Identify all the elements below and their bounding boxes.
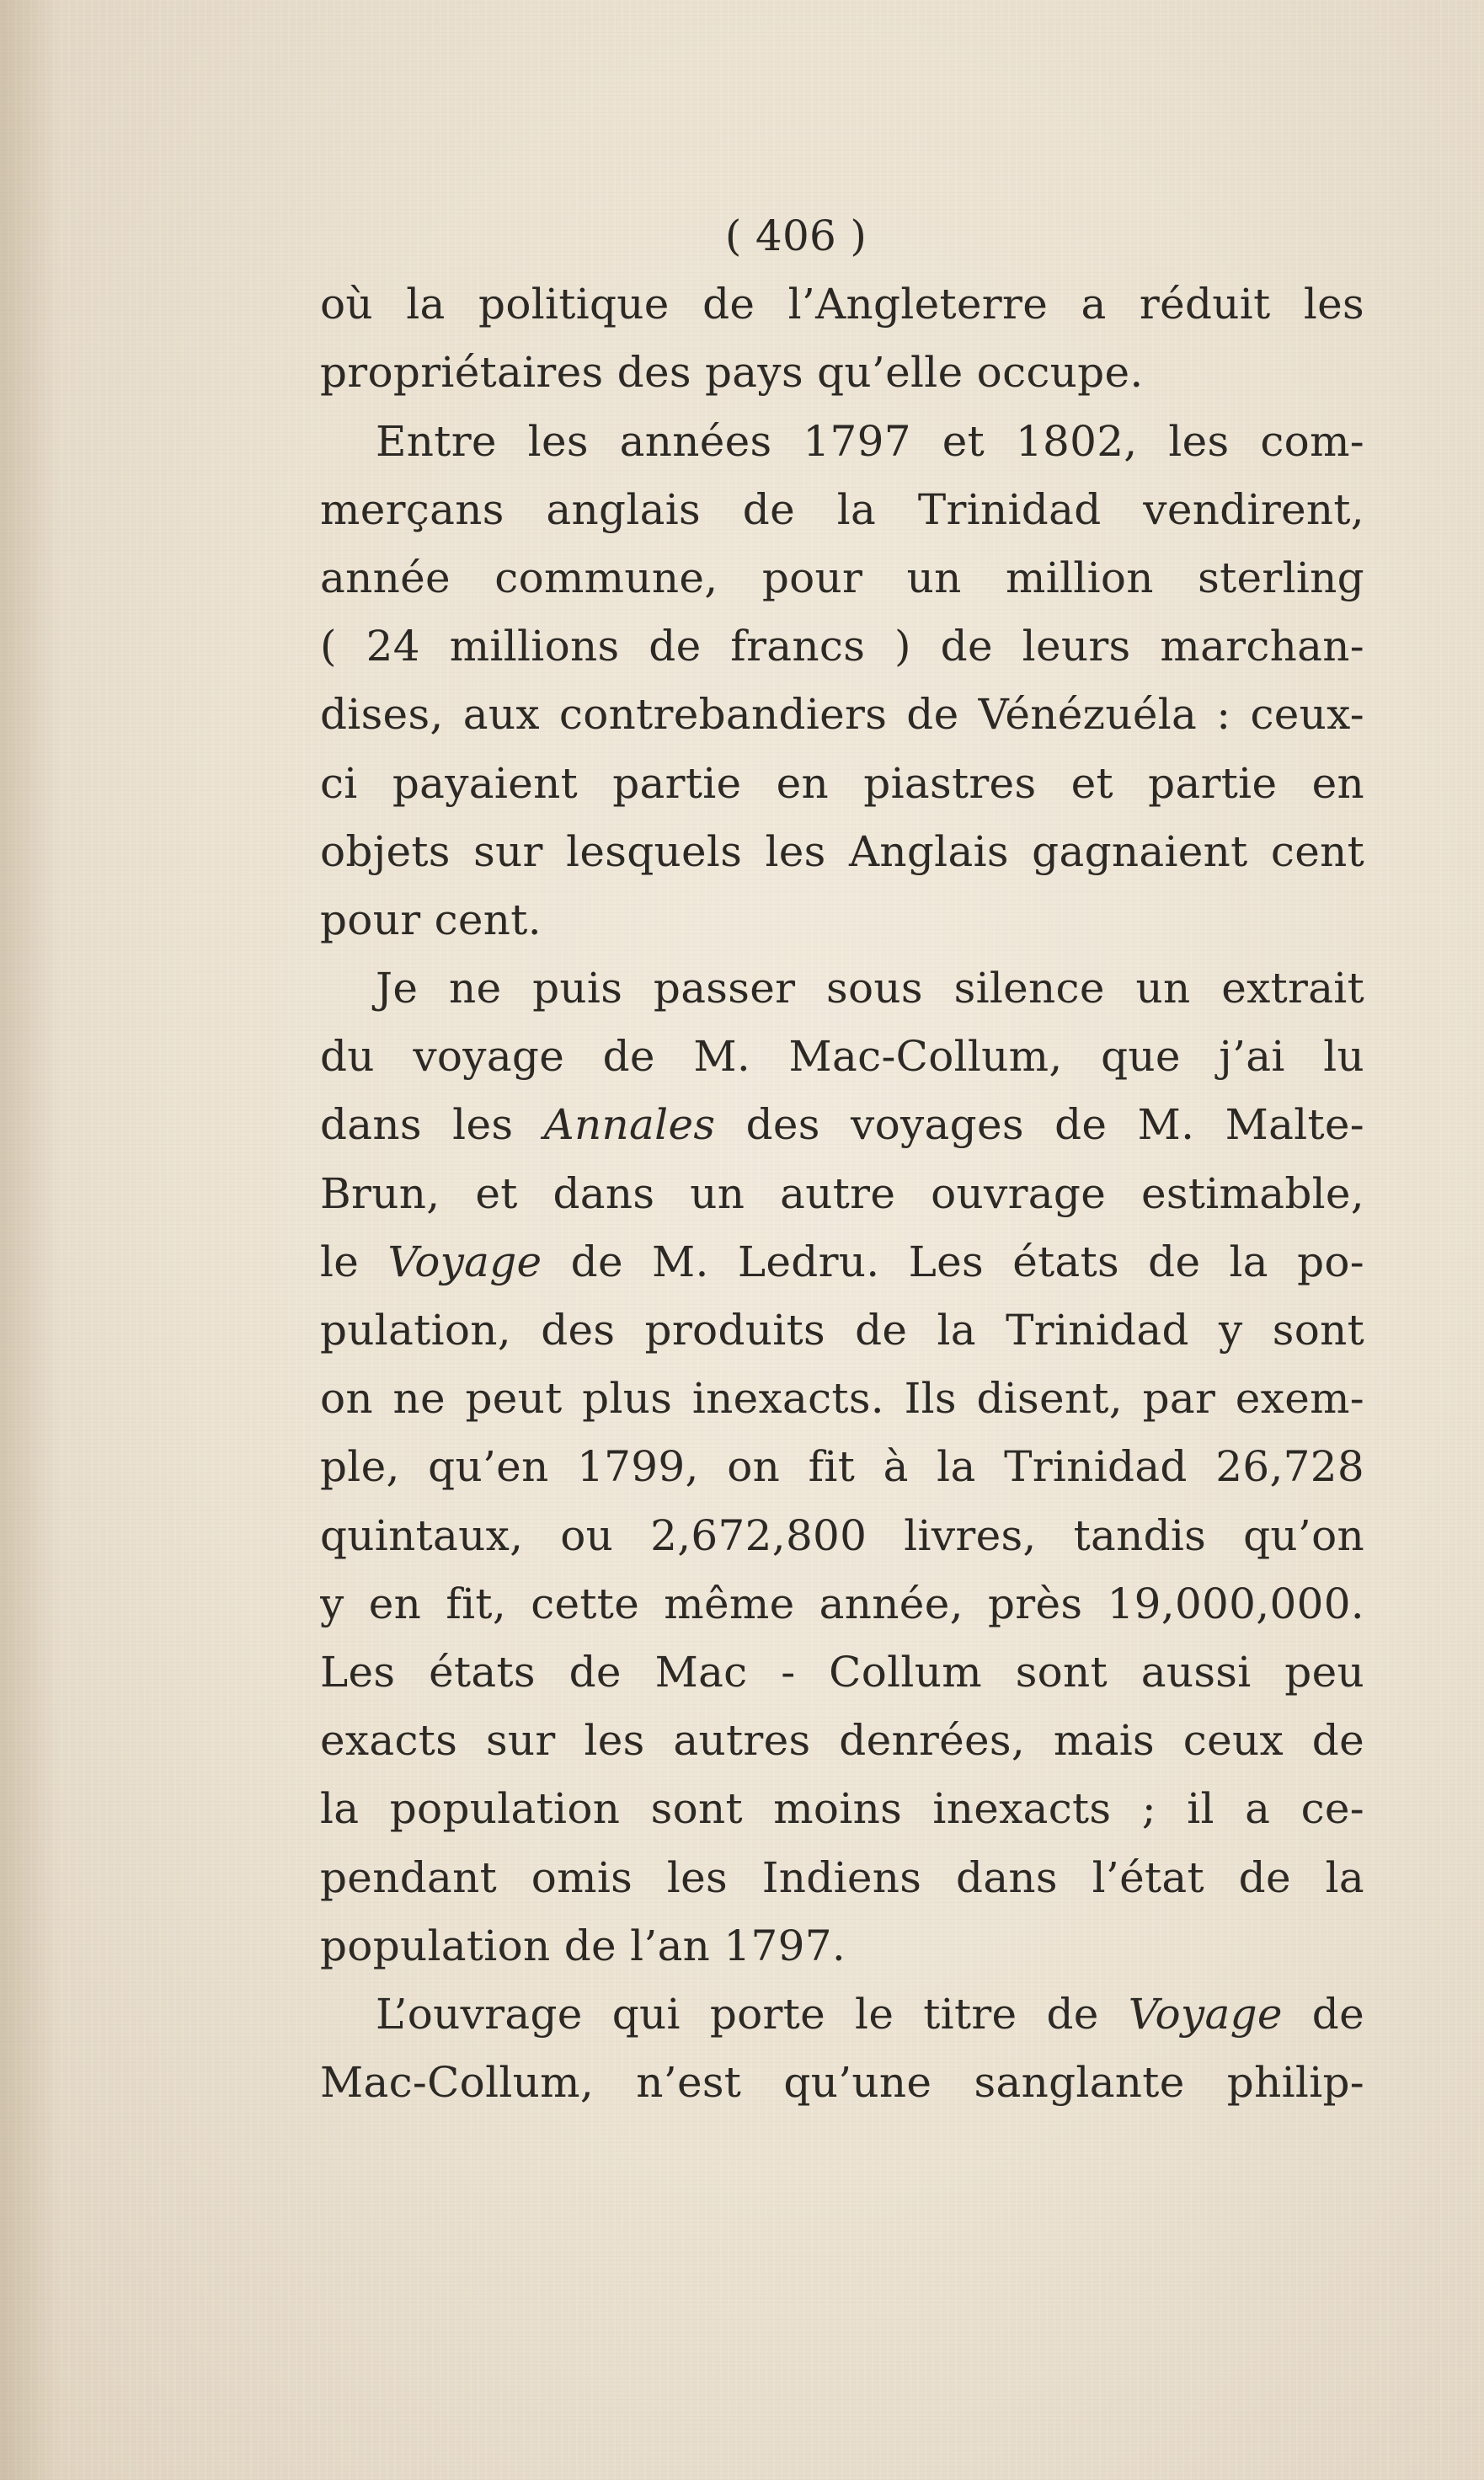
line-segment: de (1282, 1989, 1364, 2039)
paragraph (320, 1980, 1364, 2117)
text-line: Mac-Collum, n’est qu’une sanglante philip- (320, 2058, 1364, 2108)
line-segment: le (320, 1237, 388, 1286)
text-line-with-italic (320, 1091, 1364, 1159)
text-line-with-italic (320, 1228, 1364, 1296)
text-line: on ne peut plus inexacts. Ils disent, par exem- (320, 1374, 1364, 1424)
italic-title: Voyage (387, 1237, 542, 1286)
text-line: quintaux, ou 2,672,800 livres, tandis qu’on (320, 1510, 1364, 1560)
italic-title: Voyage (1128, 1989, 1283, 2039)
text-line: du voyage de M. Mac-Collum, que j’ai lu (320, 1032, 1364, 1082)
text-line: pulation, des produits de la Trinidad y sont (320, 1306, 1364, 1355)
line-segment: des voyages de M. Malte- (715, 1100, 1364, 1150)
text-line: objets sur lesquels les Anglais gagnaient cent (320, 826, 1364, 876)
page-edge-shadow (0, 0, 59, 2480)
page-number (320, 202, 1364, 270)
text-line: Je ne puis passer sous silence un extrait (376, 964, 1364, 1013)
text-line: Brun, et dans un autre ouvrage estimable, (320, 1168, 1364, 1218)
page-number-text: ( 406 ) (724, 211, 867, 260)
text-line: pour cent. (320, 895, 542, 944)
text-line: Entre les années 1797 et 1802, les com- (376, 416, 1364, 466)
text-line: ci payaient partie en piastres et partie en (320, 758, 1364, 808)
paragraph (320, 270, 1364, 407)
italic-title: Annales (543, 1100, 716, 1150)
text-line: ( 24 millions de francs ) de leurs marchan- (320, 622, 1364, 671)
text-line: Les états de Mac - Collum sont aussi peu (320, 1647, 1364, 1697)
text-line: exacts sur les autres denrées, mais ceux de (320, 1716, 1364, 1766)
paragraph (320, 408, 1364, 955)
text-line: dises, aux contrebandiers de Vénézuéla : ceux- (320, 690, 1364, 740)
paragraph (320, 954, 1364, 1980)
text-line: merçans anglais de la Trinidad vendirent, (320, 484, 1364, 534)
line-segment: dans les (320, 1100, 544, 1150)
text-line: la population sont moins inexacts ; il a ce- (320, 1784, 1364, 1834)
text-line: propriétaires des pays qu’elle occupe. (320, 348, 1144, 398)
text-block (320, 202, 1364, 2117)
text-line-with-italic (320, 1980, 1364, 2049)
text-line: y en fit, cette même année, près 19,000,000. (320, 1579, 1364, 1628)
text-line: ple, qu’en 1799, on fit à la Trinidad 26,728 (320, 1442, 1364, 1492)
text-line: pendant omis les Indiens dans l’état de la (320, 1852, 1364, 1902)
line-segment: de M. Ledru. Les états de la po- (542, 1237, 1364, 1286)
line-segment: L’ouvrage qui porte le titre de (376, 1989, 1129, 2039)
text-line: où la politique de l’Angleterre a réduit les (320, 280, 1364, 329)
text-line: population de l’an 1797. (320, 1921, 846, 1970)
text-line: année commune, pour un million sterling (320, 553, 1364, 602)
